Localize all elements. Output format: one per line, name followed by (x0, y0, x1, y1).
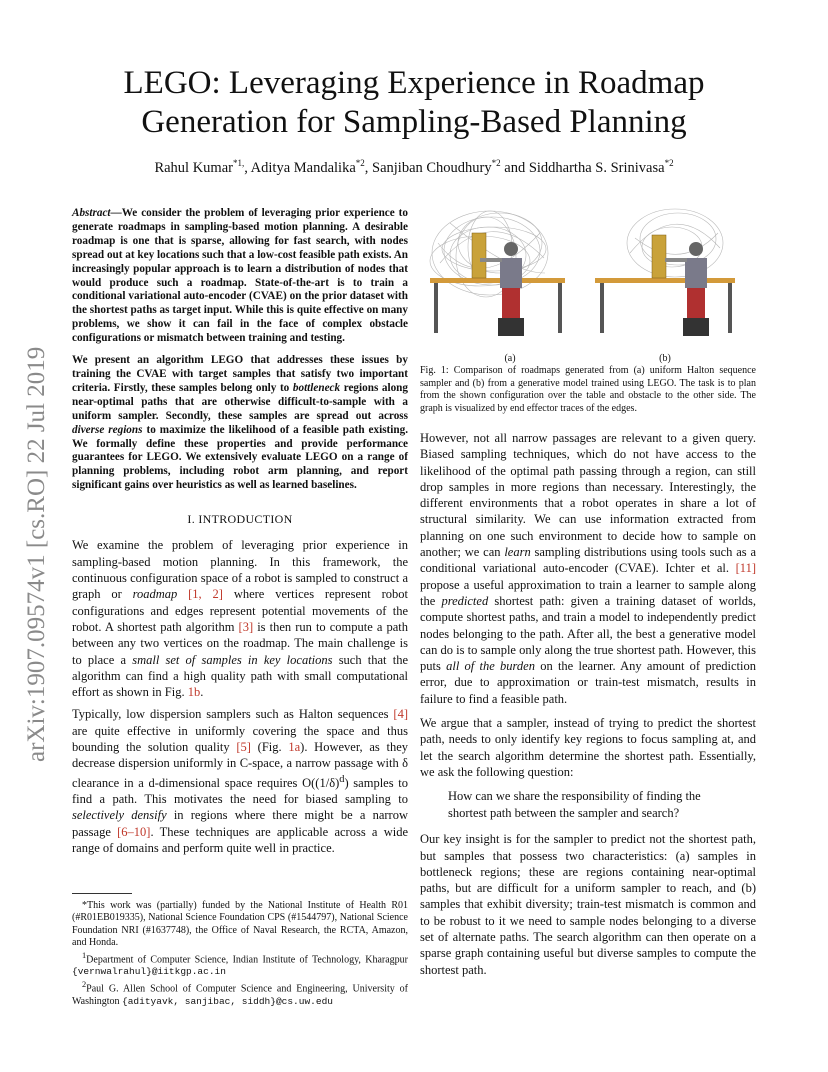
body-text: propose a useful approximation to train a learner to sample along the (420, 577, 756, 608)
paper-title (60, 64, 768, 142)
intro-text: . These techniques are applicable across a wide range of domains and perform quite well in practice. (72, 824, 409, 855)
intro-text: ) samples to find a path. This motivates the need for biased sampling to (72, 775, 408, 807)
footnote-affiliation-2 (72, 979, 408, 1008)
author-1: Rahul Kumar (154, 159, 233, 176)
figure-panel-b (595, 209, 735, 336)
intro-emph: roadmap (132, 587, 178, 602)
footnote-affiliation-1 (72, 950, 408, 979)
figure-panel-a (430, 211, 565, 336)
footnote-text: Department of Computer Science, Indian Institute of Technology, Kharagpur (86, 953, 408, 965)
math-superscript: d (339, 773, 345, 785)
intro-text: in regions where there might be a narrow passage (72, 808, 408, 839)
body-emph: learn (504, 545, 531, 560)
title-line-1: LEGO: Leveraging Experience in Roadmap (123, 65, 705, 101)
intro-text: . (200, 685, 204, 700)
citation-link[interactable]: [3] (238, 619, 254, 634)
footnote-marker: 1 (82, 950, 87, 960)
footnote-funding: *This work was (partially) funded by the National Institute of Health R01 (#R01EB019335), National Science Foundation CPS (#1544797), National Science Foundation NRI (#1637748), the Office of Naval Research, the RCTA, Amazon, and Honda. (72, 900, 408, 949)
abstract-paragraph-2 (72, 354, 408, 493)
figure-label-a: (a) (504, 353, 516, 364)
intro-text: ). However, as they decrease dispersion uniformly in C-space, a narrow passage with δ clearance in a d-dimensional space requires O((1/δ) (72, 739, 408, 790)
author-list (60, 158, 768, 177)
body-text: on the learner. Any amount of prediction error, due to approximation or train-test mismatch, results in failure to find a feasible path. (420, 659, 756, 706)
robot-a (480, 242, 524, 336)
abstract-emph-diverse: diverse regions (72, 423, 143, 436)
robot-b (665, 242, 709, 336)
abstract-text-1: —We consider the problem of leveraging prior experience to generate roadmaps in sampling-based motion planning. A desirable roadmap is one that is sparse, allowing for fast search, with nodes spread out at key locations such that a low-cost feasible path exists. An increasingly popular approach is to learn a distribution of nodes that would produce such a roadmap. State-of-the-art is to train a conditional variational auto-encoder (CVAE) on the prior dataset with the shortest paths as target input. While this is quite effective on many problems, we show it can fail in the face of complex obstacle configurations or mismatch between training and testing. (72, 207, 408, 345)
intro-text: Typically, low dispersion samplers such as Halton sequences (72, 707, 394, 722)
intro-emph: small set of samples in key locations (132, 652, 333, 667)
body-text: However, not all narrow passages are relevant to a given query. Biased sampling techniques, which do not have access to the likelihood of the optimal path passing through a region, can still drop samples in more regions than necessary. Interestingly, the different environments that a robot operates in share a lot of structural similarity. We can use information extracted from planning on one such environment to decide how to sample on another; we can (420, 431, 756, 560)
citation-link[interactable]: [1, 2] (188, 587, 223, 602)
intro-text: such that the algorithm can find a high quality path with small computational effort as shown in Fig. (72, 652, 408, 700)
intro-paragraph-2 (72, 706, 408, 856)
right-paragraph-1 (420, 430, 756, 707)
author-3-affil: *2 (491, 158, 501, 168)
body-emph: predicted (441, 593, 489, 608)
abstract-paragraph-1 (72, 207, 408, 346)
abstract-emph-bottleneck: bottleneck (292, 381, 341, 394)
right-paragraph-2: We argue that a sampler, instead of trying to predict the shortest path, needs to only identify key regions to focus sampling at, and let the search algorithm determine the shortest path. Essentially, we ask the following question: (420, 716, 756, 779)
figure-label-b: (b) (659, 353, 671, 364)
footnote-email: {vernwalrahul}@iitkgp.ac.in (72, 966, 226, 978)
right-column (420, 430, 756, 978)
author-2-affil: *2 (355, 158, 365, 168)
research-question: How can we share the responsibility of finding the shortest path between the sampler and search? (448, 789, 701, 820)
intro-paragraph-1 (72, 537, 408, 700)
footnote-rule (72, 893, 132, 894)
abstract-text-2a: We present an algorithm LEGO that addresses these issues by training the CVAE with target samples that satisfy two important criteria. Firstly, these samples belong only to (72, 354, 408, 394)
author-3: , Sanjiban Choudhury (364, 159, 492, 176)
figure-link[interactable]: 1a (288, 739, 301, 754)
footnote-marker: 2 (82, 979, 87, 989)
abstract-text-2b: regions along near-optimal paths that are otherwise difficult-to-sample with a uniform sampler. Secondly, these samples are spread out across (72, 381, 408, 422)
footnotes (72, 900, 408, 1008)
citation-link[interactable]: [5] (236, 739, 251, 754)
figure-1 (420, 203, 756, 363)
left-column (72, 207, 408, 856)
intro-text: (Fig. (250, 739, 289, 754)
footnote-text: Paul G. Allen School of Computer Science and Engineering, University of Washington (72, 983, 408, 1007)
section-heading-introduction: I. INTRODUCTION (187, 512, 293, 527)
body-emph: all of the burden (446, 659, 535, 674)
author-4: and Siddhartha S. Srinivasa (500, 159, 665, 176)
author-1-affil: *1, (232, 158, 245, 168)
intro-text: We examine the problem of leveraging prior experience in sampling-based motion planning. In this framework, the continuous configuration space of a robot is sampled to construct a graph or (72, 538, 408, 602)
arxiv-stamp (6, 300, 56, 770)
intro-text: are quite effective in uniformly covering the space and thus bounding the solution quality (72, 723, 408, 754)
citation-link[interactable]: [11] (735, 561, 756, 576)
intro-emph: selectively densify (72, 808, 167, 823)
author-2: , Aditya Mandalika (244, 159, 356, 176)
intro-text: is then run to compute a path between any two vertices on the roadmap. The main challenge is to place a (72, 619, 408, 667)
abstract-heading: Abstract (72, 207, 111, 219)
title-line-2: Generation for Sampling-Based Planning (141, 104, 687, 140)
figure-caption: Fig. 1: Comparison of roadmaps generated from (a) uniform Halton sequence sampler and (b) from a generative model trained using LEGO. The task is to plan from the shown configuration over the table and obstacle to the other side. The graph is visualized by end effector traces of the edges. (420, 365, 756, 414)
citation-link[interactable]: [4] (393, 707, 408, 722)
intro-text: where vertices represent robot configurations and edges represent potential movements of the robot. A shortest path algorithm (72, 587, 408, 634)
footnote-email: {adityavk, sanjibac, siddh}@cs.uw.edu (122, 995, 333, 1007)
right-paragraph-3: Our key insight is for the sampler to predict not the shortest path, but samples that possess two characteristics: (a) samples in bottleneck regions; these are regions containing near-optimal paths, but are difficult for a uniform sampler to reach, and (b) samples that exhibit diversity; train-test mismatch is common and to be robust to it we need to sample nodes belonging to a diverse set of alternate paths. The search algorithm can then operate on a sparse graph containing useful but diverse samples to compute the shortest path. (420, 832, 756, 977)
abstract-text-2c: to maximize the likelihood of a feasible path existing. We formally define these properties and provide performance guarantees for LEGO. We extensively evaluate LEGO on a range of planning problems, including robot arm planning, and report significant gains over heuristics as well as learned baselines. (72, 423, 408, 492)
figure-link[interactable]: 1b (187, 685, 201, 700)
body-text: sampling distributions using tools such as a conditional variational auto-encoder (CVAE). Ichter et al. (420, 545, 756, 576)
citation-link[interactable]: [6–10] (117, 824, 151, 839)
arxiv-stamp-text: arXiv:1907.09574v1 [cs.RO] 22 Jul 2019 (23, 346, 50, 762)
author-4-affil: *2 (664, 158, 674, 168)
body-text: shortest path: given a training dataset of worlds, compute shortest paths, and train a model to independently predict nodes belonging to the path. After all, the best a generative model can do is to sample only along the true shortest path. However, this puts (420, 593, 756, 674)
figure-1-image (420, 203, 756, 363)
